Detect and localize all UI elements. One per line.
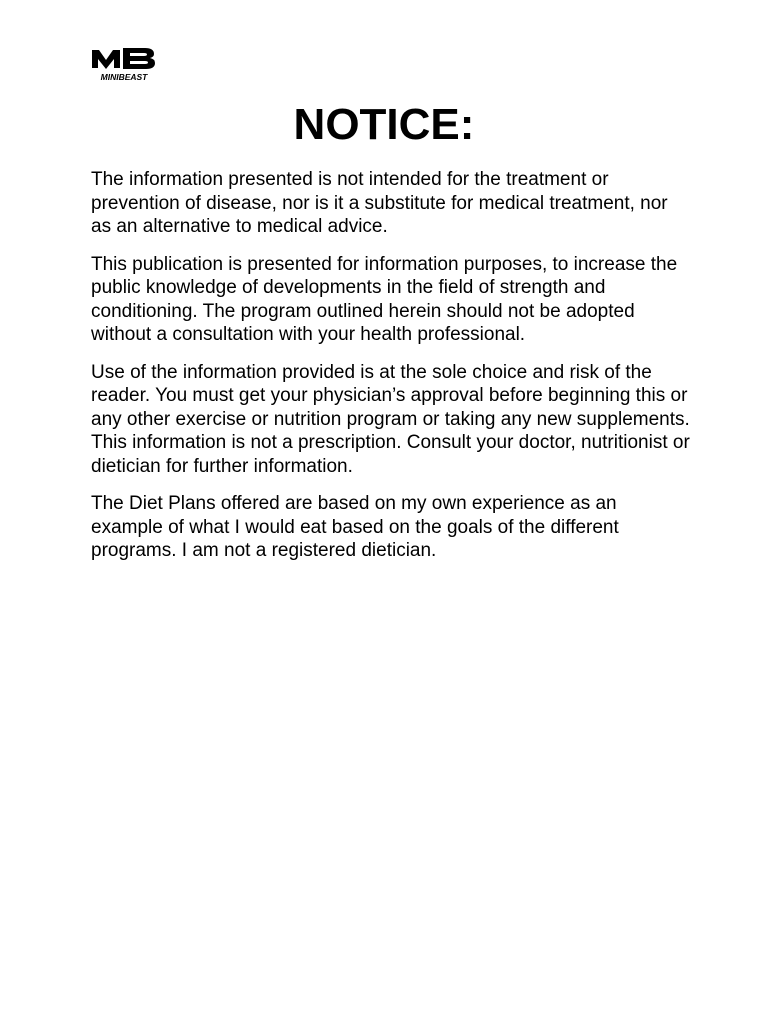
notice-paragraph-1: The information presented is not intended for the treatment or prevention of disease, nor is it a substitute for medical treatment, nor as an alternative to medical advice.: [91, 169, 668, 237]
page-title: NOTICE:: [293, 100, 475, 149]
notice-paragraph-3: Use of the information provided is at the sole choice and risk of the reader. You must get your physician’s approval before beginning this or any other exercise or nutrition program or taking any new supplements. This information is not a prescription. Consult your doctor, nutritionist or dietician for further information.: [91, 361, 690, 477]
minibeast-logo: [90, 44, 160, 84]
mb-logo-icon: [90, 44, 160, 84]
notice-body: [91, 168, 691, 577]
notice-paragraph-2: This publication is presented for information purposes, to increase the public knowledge of developments in the field of strength and conditioning. The program outlined herein should not be adopted without a consultation with your health professional.: [91, 253, 678, 345]
notice-paragraph-4: The Diet Plans offered are based on my own experience as an example of what I would eat based on the goals of the different programs. I am not a registered dietician.: [91, 493, 619, 561]
logo-wordmark: MINIBEAST: [100, 72, 148, 82]
